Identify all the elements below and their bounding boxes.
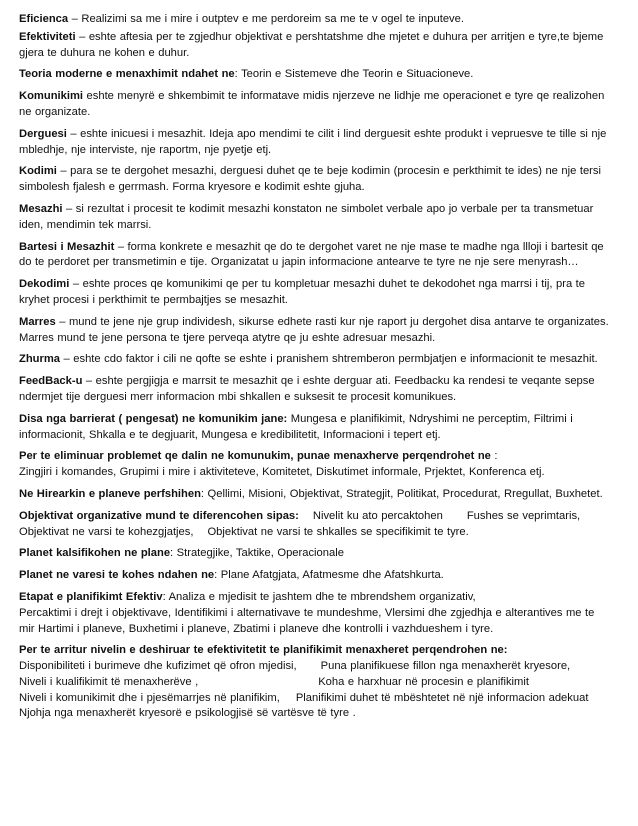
eficienca-paragraph	[19, 12, 612, 28]
etapat-list: Percaktimi i drejt i objektivave, Identifikimi i alternativave te mundeshme, Vlersimi dhe zgjedhja e alterantives me te mir Hartimi i planeve, Buxhetimi i planeve, Zbatimi i planeve dhe kontrolli i vazhdueshem i tyre.	[19, 606, 595, 635]
efektiviteti-term: Efektiviteti	[19, 30, 76, 43]
bartesi-term: Bartesi i Mesazhit	[19, 240, 115, 253]
teoria-paragraph	[19, 67, 612, 83]
teoria-text: : Teorin e Sistemeve dhe Teorin e Situacioneve.	[234, 68, 474, 81]
komunikimi-text: eshte menyrë e shkembimit te informatave midis njerzeve ne lidhje me operacionet e tyre qe realizohen ne organizate.	[19, 90, 605, 118]
feedback-term: FeedBack-u	[19, 375, 83, 388]
problemet-colon: :	[490, 450, 498, 463]
objektivat-nivelit: Nivelit ku ato percaktohen	[312, 509, 443, 522]
efektiviteti-paragraph	[19, 30, 612, 62]
kodimi-paragraph	[19, 164, 612, 196]
dekodimi-term: Dekodimi	[19, 278, 70, 291]
eficienca-term: Eficienca	[19, 13, 69, 25]
feedback-paragraph	[19, 374, 612, 406]
objektivat-kohezgjatjes: Objektivat ne varsi te kohezgjatjes,	[19, 525, 194, 538]
bartesi-paragraph	[19, 240, 612, 272]
problemet-paragraph	[19, 449, 612, 481]
objektivat-paragraph	[19, 509, 612, 541]
marres-text: – mund te jene nje grup individesh, sikurse edhete rasti kur nje raport ju dergohet disa antarve te organizates. Marres mund te jene persona te tjere perveqa atytre qe ju eshte adresuar mesazhi.	[19, 315, 609, 344]
kalsifikohen-paragraph	[19, 546, 612, 562]
objektivat-term: Objektivat organizative mund te diferencohen sipas:	[19, 509, 299, 522]
barrierat-paragraph	[19, 412, 612, 444]
zhurma-paragraph	[19, 352, 612, 368]
zhurma-term: Zhurma	[19, 353, 61, 366]
komunikimi-paragraph	[19, 89, 612, 121]
niveli-puna: Puna planifikuese fillon nga menaxherët kryesore,	[320, 660, 571, 673]
dekodimi-text: – eshte proces qe komunikimi qe per tu kompletuar mesazhi duhet te dekodohet nga marrsi i tij, pra te kryhet procesi i perkthimit te permbajtjes se mesazhit.	[19, 278, 586, 306]
marres-paragraph	[19, 315, 612, 347]
kohesndahen-text: : Plane Afatgjata, Afatmesme dhe Afatshkurta.	[214, 569, 444, 582]
teoria-term: Teoria moderne e menaxhimit ndahet ne	[19, 68, 235, 81]
barrierat-text: Mungesa e planifikimit, Ndryshimi ne perceptim, Filtrimi i informacionit, Shkalla e te degjuarit, Mungesa e kredibilitetit, Informacioni i tepert etj.	[19, 412, 573, 441]
niveli-disponibiliteti: Disponibiliteti i burimeve dhe kufizimet që ofron mjedisi,	[19, 660, 297, 673]
dekodimi-paragraph	[19, 277, 612, 309]
mesazhi-term: Mesazhi	[19, 202, 63, 215]
objektivat-specifikimit: Objektivat ne varsi te shkalles se specifikimit te tyre.	[207, 525, 469, 538]
hierarkia-term: Ne Hirearkin e planeve perfshihen	[19, 487, 201, 500]
niveli-njohja: Njohja nga menaxherët kryesorë e psikologjisë së vartësve të tyre .	[19, 707, 356, 720]
bartesi-text: – forma konkrete e mesazhit qe do te dergohet varet ne nje mase te madhe nga llloji i bartesit qe do te perdoret per transmetimin e tije. Organizatat u japin informacione antearve te tyre ne nje sere menyrash…	[19, 240, 604, 269]
niveli-kualifikimit: Niveli i kualifikimit të menaxherëve ,	[19, 675, 199, 688]
marres-term: Marres	[19, 315, 56, 328]
feedback-text: – eshte pergjigja e marrsit te mesazhit qe i eshte derguar ati. Feedbacku ka rendesi te veqante sepse ndermjet tije derguesi merr informacion mbi shkallen e suksesit te procesit komunikues.	[19, 375, 595, 403]
efektiviteti-text: – eshte aftesia per te zgjedhur objektivat e pershtatshme dhe mjetet e duhura per arritjen e tyre,te bjeme gjera te duhura ne kohen e duhur.	[19, 30, 604, 59]
barrierat-term: Disa nga barrierat ( pengesat) ne komunikim jane:	[19, 412, 288, 425]
etapat-paragraph	[19, 590, 612, 637]
problemet-term: Per te eliminuar problemet qe dalin ne komunukim, punae menaxherve perqendrohet ne	[19, 450, 491, 463]
eficienca-text: – Realizimi sa me i mire i outptev e me perdoreim sa me te v ogel te inputeve.	[68, 13, 464, 25]
objektivat-fushes: Fushes se veprimtaris,	[466, 509, 581, 522]
derguesi-text: – eshte inicuesi i mesazhit. Ideja apo mendimi te cilit i lind derguesit eshte produkt i vepruesve te tille si nje mbledhje, nje interviste, nje raportm, nje pyetje etj.	[19, 127, 607, 156]
mesazhi-text: – si rezultat i procesit te kodimit mesazhi konstaton ne simbolet verbale apo jo verbale per ta transmetuar iden, mendimin tek marrsi.	[19, 202, 594, 231]
niveli-term: Per te arritur nivelin e deshiruar te efektivitetit te planifikimit menaxheret perqendrohen ne:	[19, 644, 508, 657]
hierarkia-text: : Qellimi, Misioni, Objektivat, Strategjit, Politikat, Procedurat, Rregullat, Buxhetet.	[200, 487, 603, 500]
problemet-list: Zingjiri i komandes, Grupimi i mire i aktiviteteve, Komitetet, Diskutimet informale, Prjektet, Konferenca etj.	[19, 466, 545, 479]
niveli-informacion: Planifikimi duhet të mbështetet në një informacion adekuat	[295, 691, 589, 704]
etapat-term: Etapat e planifikimt Efektiv	[19, 590, 163, 603]
niveli-koha: Koha e harxhuar në procesin e planifikimit	[318, 675, 529, 688]
mesazhi-paragraph	[19, 202, 612, 234]
hierarkia-paragraph	[19, 487, 612, 503]
komunikimi-term: Komunikimi	[19, 90, 84, 103]
derguesi-paragraph	[19, 127, 612, 159]
kodimi-term: Kodimi	[19, 165, 57, 178]
kohesndahen-term: Planet ne varesi te kohes ndahen ne	[19, 569, 215, 582]
niveli-paragraph	[19, 643, 612, 722]
kalsifikohen-term: Planet kalsifikohen ne plane	[19, 547, 171, 560]
niveli-komunikimit: Niveli i komunikimit dhe i pjesëmarrjes në planifikim,	[19, 691, 280, 704]
derguesi-term: Derguesi	[19, 127, 67, 140]
etapat-text: : Analiza e mjedisit te jashtem dhe te mbrendshem organizativ,	[162, 590, 476, 603]
kodimi-text: – para se te dergohet mesazhi, derguesi duhet qe te beje kodimin (procesin e perkthimit te ides) ne nje tersi simbolesh fjalesh e gerrmash. Forma kryesore e kodimit eshte gjuha.	[19, 165, 601, 194]
zhurma-text: – eshte cdo faktor i cili ne qofte se eshte i pranishem shtremberon permbjatjen e informacionit te mesazhit.	[60, 353, 598, 366]
kalsifikohen-text: : Strategjike, Taktike, Operacionale	[170, 547, 344, 560]
kohesndahen-paragraph	[19, 568, 612, 584]
